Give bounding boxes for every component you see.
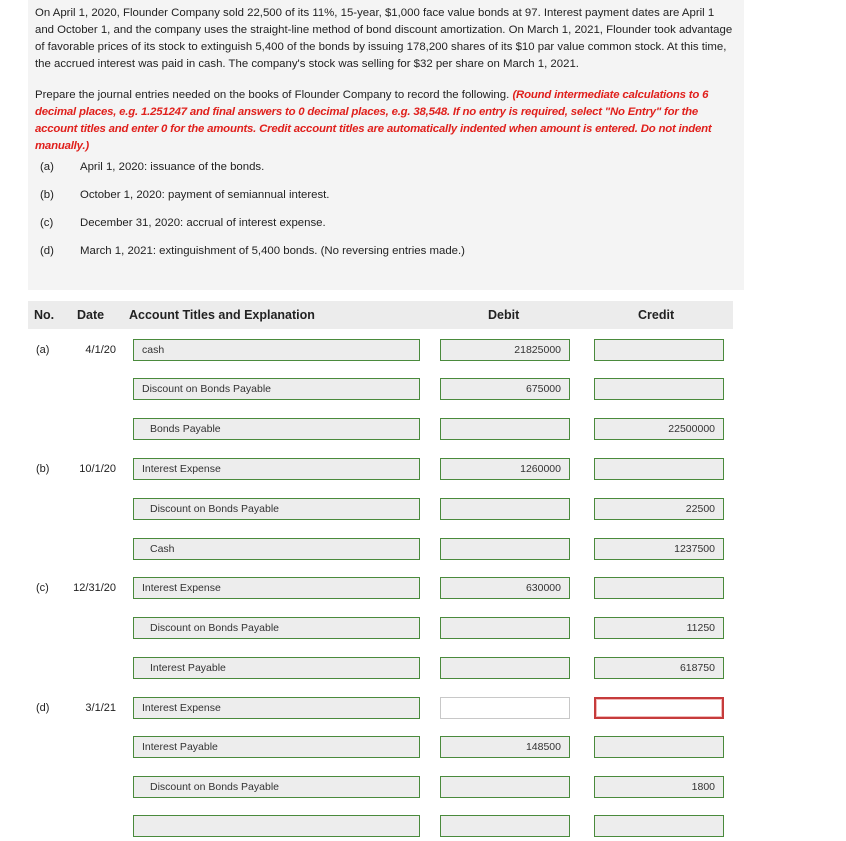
- entry-label: (c): [36, 582, 49, 594]
- credit-input[interactable]: 618750: [594, 657, 724, 679]
- header-debit: Debit: [488, 308, 520, 322]
- rounding-note: (Round intermediate calculations to 6 decimal places, e.g. 1.251247 and final answers to 0 decimal places, e.g. 38,548. If no entry is required, select "No Entry" for the account titles and enter 0 for the amounts. Credit account titles are automatically indented when amount is entered. Do not indent manually.): [35, 89, 712, 152]
- requirement-text: October 1, 2020: payment of semiannual interest.: [80, 189, 330, 201]
- credit-input[interactable]: 11250: [594, 617, 724, 639]
- journal-row: [0, 815, 846, 841]
- credit-input[interactable]: [594, 736, 724, 758]
- requirement-d: [40, 243, 465, 259]
- debit-input[interactable]: [440, 538, 570, 560]
- account-title-field[interactable]: Discount on Bonds Payable: [133, 617, 420, 639]
- entry-date: 3/1/21: [85, 702, 116, 714]
- credit-input[interactable]: [594, 458, 724, 480]
- journal-row: [0, 776, 846, 802]
- account-title-field[interactable]: cash: [133, 339, 420, 361]
- debit-input[interactable]: 21825000: [440, 339, 570, 361]
- credit-input[interactable]: [594, 697, 724, 719]
- account-title-field[interactable]: Interest Expense: [133, 697, 420, 719]
- account-title-field[interactable]: Discount on Bonds Payable: [133, 378, 420, 400]
- account-title-field[interactable]: Cash: [133, 538, 420, 560]
- account-title-field[interactable]: Interest Payable: [133, 657, 420, 679]
- header-account: Account Titles and Explanation: [129, 308, 315, 322]
- journal-row: [0, 378, 846, 404]
- debit-input[interactable]: 675000: [440, 378, 570, 400]
- entry-date: 4/1/20: [85, 344, 116, 356]
- debit-input[interactable]: [440, 697, 570, 719]
- entry-label: (d): [36, 702, 50, 714]
- account-title-field[interactable]: Discount on Bonds Payable: [133, 498, 420, 520]
- journal-row: [0, 418, 846, 444]
- requirement-b: [40, 187, 329, 203]
- journal-table-header: [28, 301, 733, 329]
- debit-input[interactable]: [440, 418, 570, 440]
- journal-row: [0, 617, 846, 643]
- journal-row: [0, 657, 846, 683]
- credit-input[interactable]: [594, 815, 724, 837]
- requirement-label: (a): [40, 161, 54, 173]
- account-title-field[interactable]: [133, 815, 420, 837]
- journal-row: [0, 697, 846, 723]
- debit-input[interactable]: [440, 617, 570, 639]
- instruction-text: Prepare the journal entries needed on the books of Flounder Company to record the following.: [35, 89, 510, 101]
- entry-date: 12/31/20: [73, 582, 116, 594]
- requirement-label: (b): [40, 189, 54, 201]
- account-title-field[interactable]: Bonds Payable: [133, 418, 420, 440]
- requirement-label: (d): [40, 245, 54, 257]
- journal-row: [0, 538, 846, 564]
- credit-input[interactable]: 22500000: [594, 418, 724, 440]
- entry-label: (b): [36, 463, 50, 475]
- journal-row: [0, 458, 846, 484]
- debit-input[interactable]: 148500: [440, 736, 570, 758]
- credit-input[interactable]: [594, 378, 724, 400]
- credit-input[interactable]: 22500: [594, 498, 724, 520]
- account-title-field[interactable]: Interest Payable: [133, 736, 420, 758]
- header-date: Date: [77, 308, 105, 322]
- debit-input[interactable]: 1260000: [440, 458, 570, 480]
- credit-input[interactable]: [594, 339, 724, 361]
- requirement-text: December 31, 2020: accrual of interest expense.: [80, 217, 326, 229]
- requirement-c: [40, 215, 326, 231]
- account-title-field[interactable]: Interest Expense: [133, 458, 420, 480]
- requirement-a: [40, 159, 264, 175]
- requirement-label: (c): [40, 217, 54, 229]
- debit-input[interactable]: 630000: [440, 577, 570, 599]
- credit-input[interactable]: 1237500: [594, 538, 724, 560]
- instructions: [35, 87, 735, 155]
- problem-text: On April 1, 2020, Flounder Company sold 22,500 of its 11%, 15-year, $1,000 face value bonds at 97. Interest payment dates are April 1 and October 1, and the company uses the straight-line method of bond discount amortization. On March 1, 2021, Flounder took advantage of favorable prices of its stock to extinguish 5,400 of the bonds by issuing 178,200 shares of its $10 par value common stock. At this time, the accrued interest was paid in cash. The company's stock was selling for $32 per share on March 1, 2021.: [35, 7, 733, 70]
- header-credit: Credit: [638, 308, 675, 322]
- journal-row: [0, 736, 846, 762]
- debit-input[interactable]: [440, 815, 570, 837]
- journal-row: [0, 339, 846, 365]
- journal-row: [0, 577, 846, 603]
- debit-input[interactable]: [440, 498, 570, 520]
- account-title-field[interactable]: Discount on Bonds Payable: [133, 776, 420, 798]
- credit-input[interactable]: 1800: [594, 776, 724, 798]
- requirement-text: April 1, 2020: issuance of the bonds.: [80, 161, 265, 173]
- credit-input[interactable]: [594, 577, 724, 599]
- account-title-field[interactable]: Interest Expense: [133, 577, 420, 599]
- requirement-text: March 1, 2021: extinguishment of 5,400 bonds. (No reversing entries made.): [80, 245, 465, 257]
- entry-label: (a): [36, 344, 50, 356]
- entry-date: 10/1/20: [79, 463, 116, 475]
- header-no: No.: [34, 308, 55, 322]
- debit-input[interactable]: [440, 776, 570, 798]
- debit-input[interactable]: [440, 657, 570, 679]
- journal-row: [0, 498, 846, 524]
